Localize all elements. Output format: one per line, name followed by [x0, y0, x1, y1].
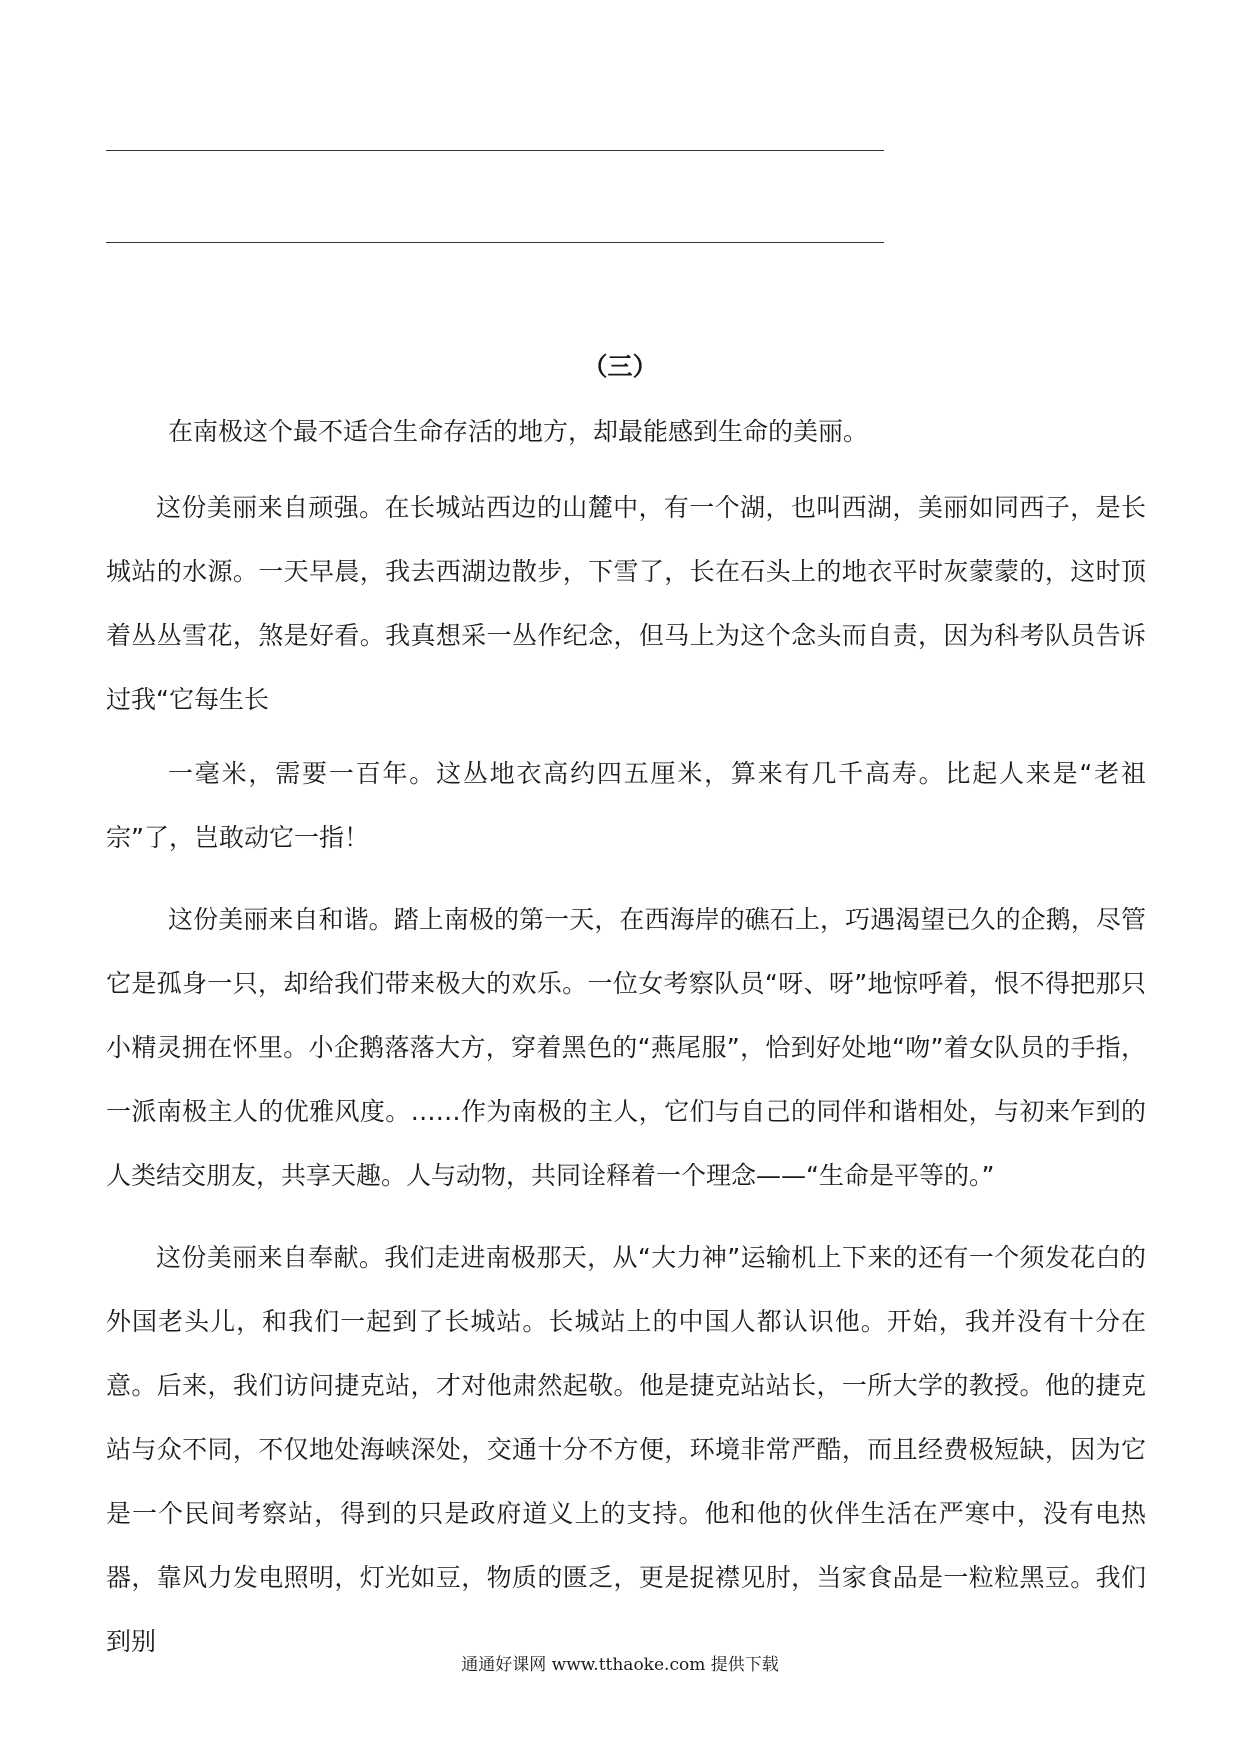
answer-line-2	[106, 242, 884, 243]
paragraph-1: 在南极这个最不适合生命存活的地方，却最能感到生命的美丽。	[168, 417, 869, 446]
footer-source: 通通好课网 www.tthaoke.com 提供下载	[461, 1655, 779, 1675]
paragraph-2: 这份美丽来自顽强。在长城站西边的山麓中，有一个湖，也叫西湖，美丽如同西子，是长城站的水源。一天早晨，我去西湖边散步，下雪了，长在石头上的地衣平时灰蒙蒙的，这时顶着丛丛雪花，煞是好看。我真想采一丛作纪念，但马上为这个念头而自责，因为科考队员告诉过我“它每生长	[106, 493, 1146, 714]
answer-line-1	[106, 150, 884, 151]
paragraph-4: 这份美丽来自和谐。踏上南极的第一天，在西海岸的礁石上，巧遇渴望已久的企鹅，尽管它是孤身一只，却给我们带来极大的欢乐。一位女考察队员“呀、呀”地惊呼着，恨不得把那只小精灵拥在怀里。小企鹅落落大方，穿着黑色的“燕尾服”，恰到好处地“吻”着女队员的手指，一派南极主人的优雅风度。……作为南极的主人，它们与自己的同伴和谐相处，与初来乍到的人类结交朋友，共享天趣。人与动物，共同诠释着一个理念——“生命是平等的。”	[106, 905, 1146, 1190]
paragraph-3: 一毫米，需要一百年。这丛地衣高约四五厘米，算来有几千高寿。比起人来是“老祖宗”了，岂敢动它一指！	[106, 759, 1146, 852]
paragraph-5: 这份美丽来自奉献。我们走进南极那天，从“大力神”运输机上下来的还有一个须发花白的外国老头儿，和我们一起到了长城站。长城站上的中国人都认识他。开始，我并没有十分在意。后来，我们访问捷克站，才对他肃然起敬。他是捷克站站长，一所大学的教授。他的捷克站与众不同，不仅地处海峡深处，交通十分不方便，环境非常严酷，而且经费极短缺，因为它是一个民间考察站，得到的只是政府道义上的支持。他和他的伙伴生活在严寒中，没有电热器，靠风力发电照明，灯光如豆，物质的匮乏，更是捉襟见肘，当家食品是一粒粒黑豆。我们到别	[106, 1243, 1146, 1656]
section-title: （三）	[582, 352, 658, 381]
